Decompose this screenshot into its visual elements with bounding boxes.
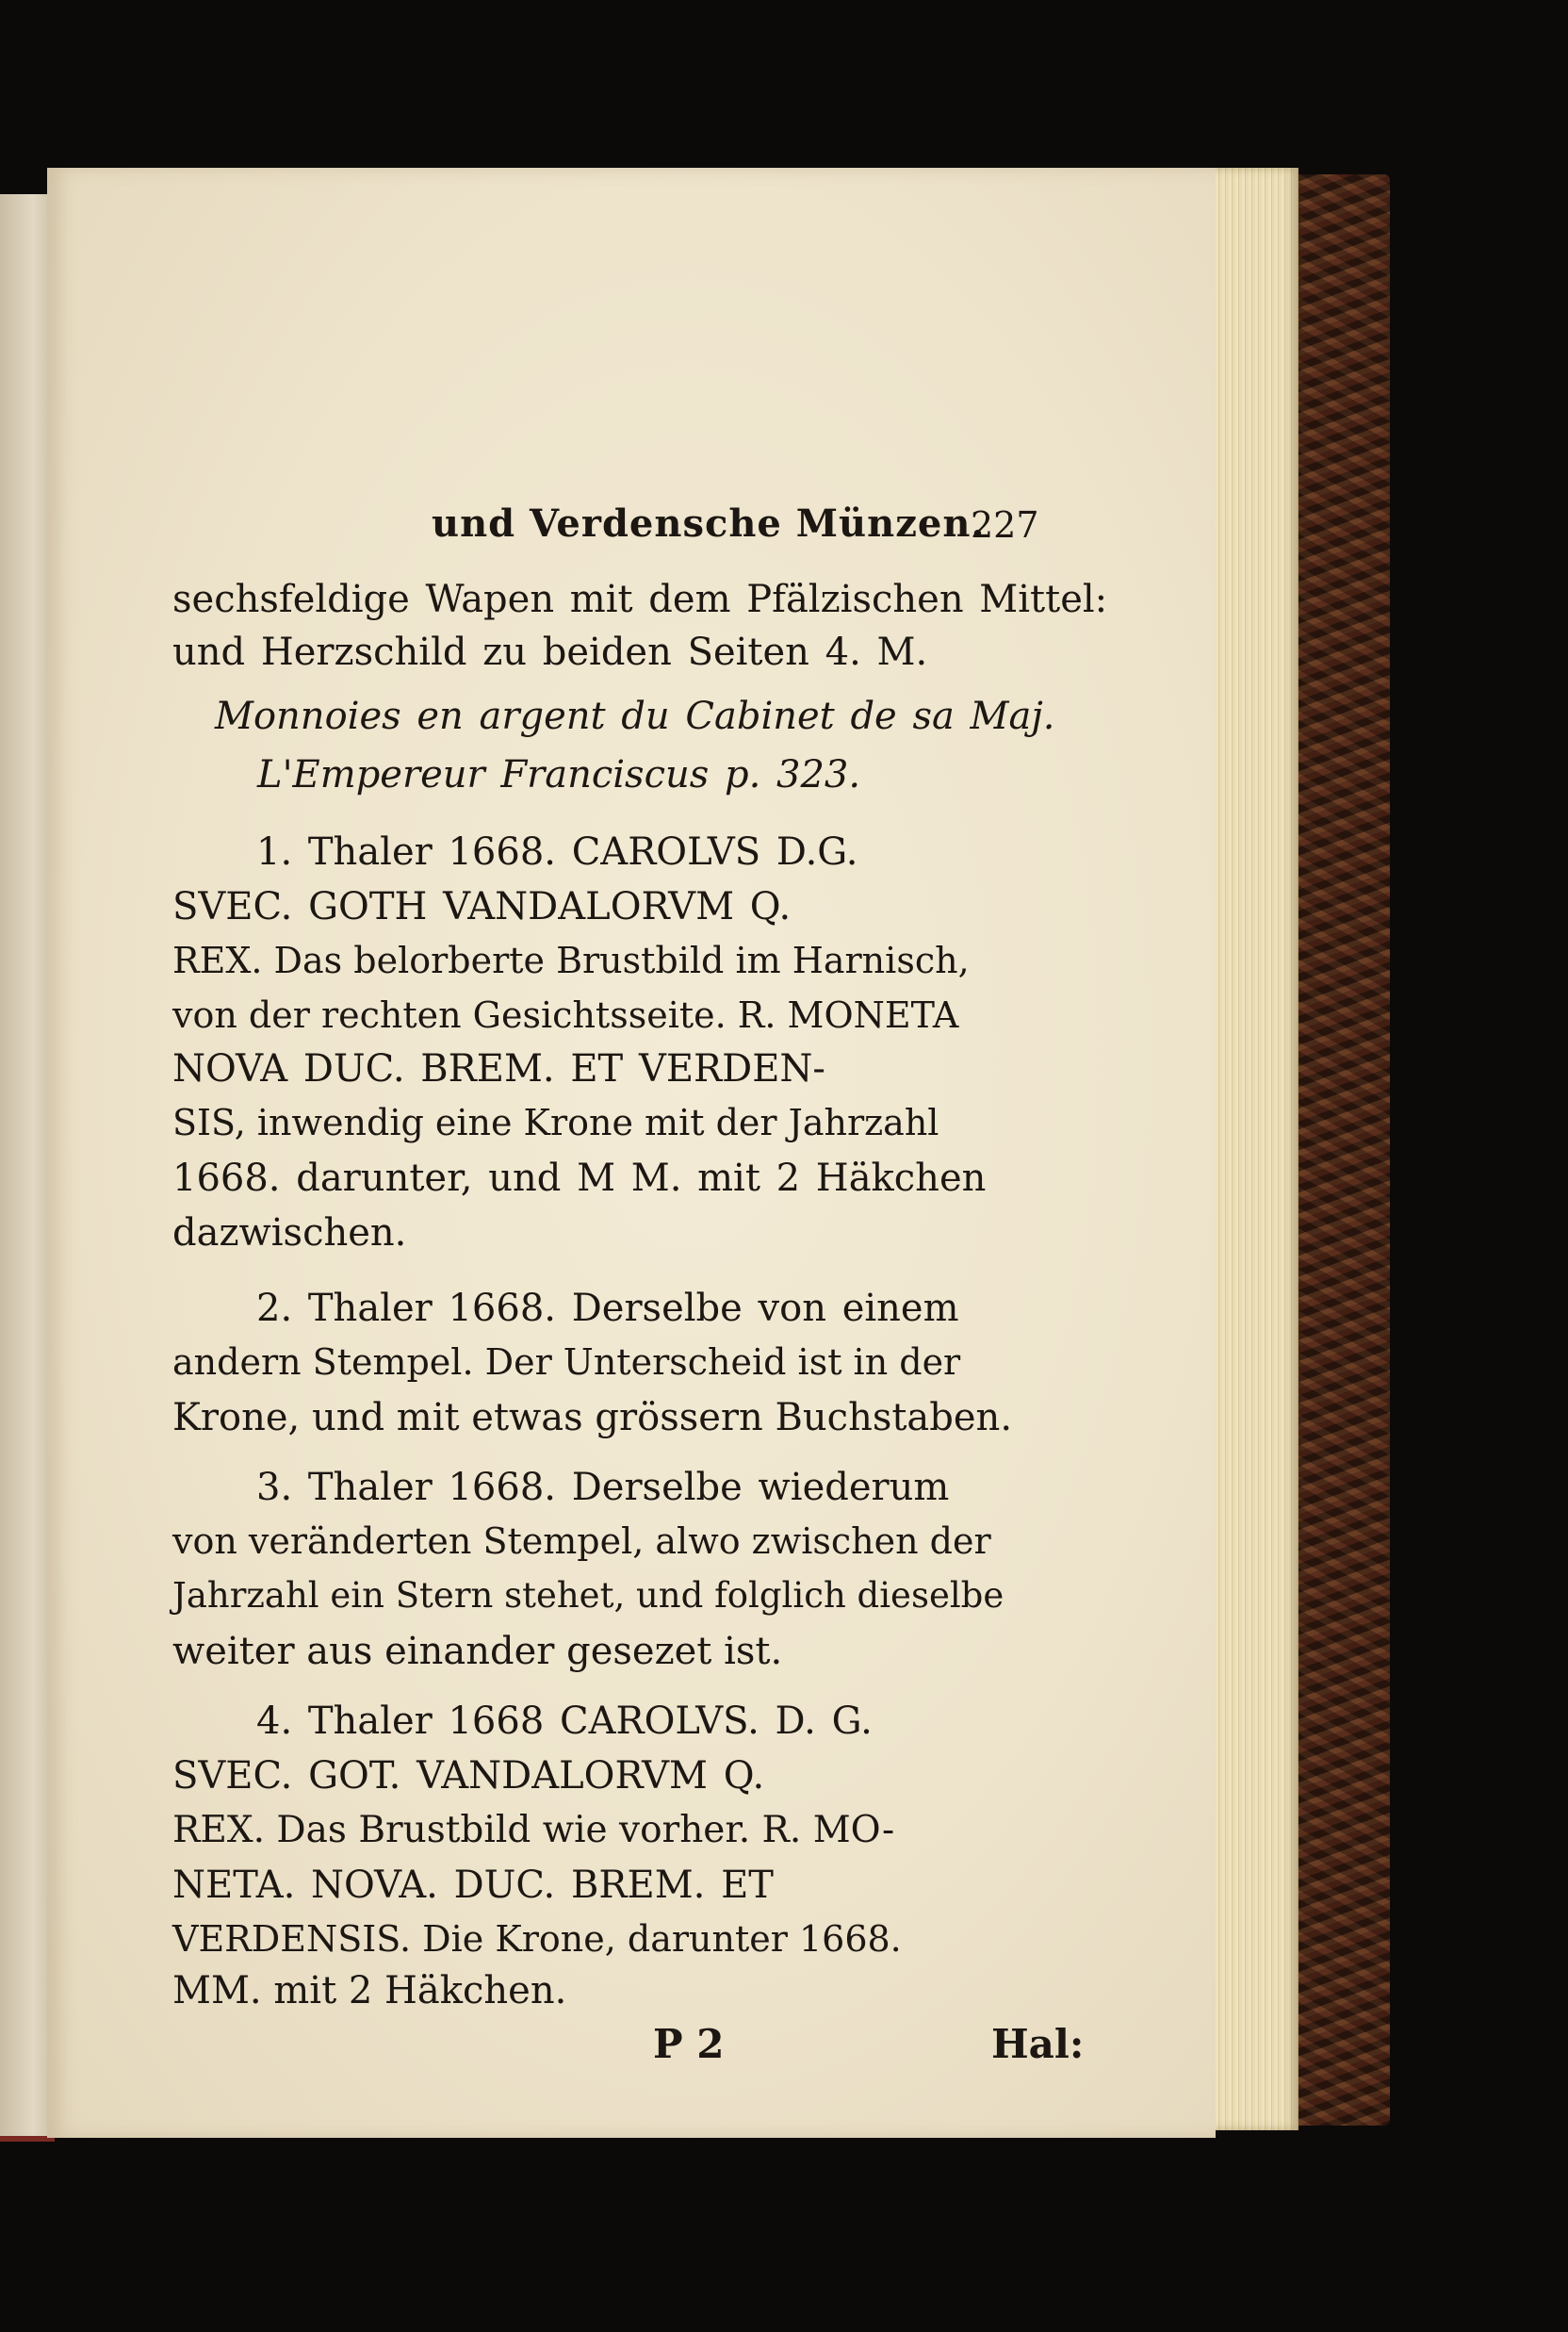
text-line: SIS, inwendig eine Krone mit der Jahrzahl xyxy=(172,1102,939,1143)
catchword: Hal: xyxy=(991,2021,1085,2067)
text-line: VERDENSIS. Die Krone, darunter 1668. xyxy=(172,1918,902,1960)
text-line: sechsfeldige Wapen mit dem Pfälzischen Mittel: xyxy=(172,578,1108,621)
text-line: SVEC. GOTH VANDALORVM Q. xyxy=(172,885,792,928)
text-line: 4. Thaler 1668 CAROLVS. D. G. xyxy=(256,1700,873,1743)
text-line: L'Empereur Franciscus p. 323. xyxy=(257,753,861,796)
page-edges xyxy=(1209,168,1298,2130)
text-line: weiter aus einander gesezet ist. xyxy=(172,1630,783,1673)
text-line: SVEC. GOT. VANDALORVM Q. xyxy=(172,1754,765,1798)
text-line: NETA. NOVA. DUC. BREM. ET xyxy=(172,1864,774,1907)
page-text xyxy=(47,168,1216,2138)
text-line: Krone, und mit etwas grössern Buchstaben. xyxy=(172,1396,1013,1439)
text-line: REX. Das belorberte Brustbild im Harnisch, xyxy=(172,940,970,981)
text-line: MM. mit 2 Häkchen. xyxy=(172,1969,567,2012)
text-line: dazwischen. xyxy=(172,1211,407,1255)
book-page xyxy=(47,168,1216,2138)
running-head: und Verdensche Münzen. xyxy=(432,501,986,546)
text-line: 2. Thaler 1668. Derselbe von einem xyxy=(256,1287,959,1330)
text-line: 1668. darunter, und M M. mit 2 Häkchen xyxy=(172,1157,987,1200)
text-line: Monnoies en argent du Cabinet de sa Maj. xyxy=(215,695,1055,738)
text-line: 1. Thaler 1668. CAROLVS D.G. xyxy=(256,830,858,874)
signature-mark: P 2 xyxy=(653,2021,725,2067)
text-line: Jahrzahl ein Stern stehet, und folglich dieselbe xyxy=(172,1575,1004,1616)
text-line: und Herzschild zu beiden Seiten 4. M. xyxy=(172,631,928,674)
text-line: von veränderten Stempel, alwo zwischen der xyxy=(172,1520,991,1562)
text-line: NOVA DUC. BREM. ET VERDEN- xyxy=(172,1047,825,1091)
text-line: von der rechten Gesichtsseite. R. MONETA xyxy=(172,994,959,1036)
text-line: REX. Das Brustbild wie vorher. R. MO- xyxy=(172,1809,895,1851)
text-line: andern Stempel. Der Unterscheid ist in der xyxy=(172,1341,961,1383)
page-number: 227 xyxy=(971,504,1039,546)
text-line: 3. Thaler 1668. Derselbe wiederum xyxy=(256,1466,950,1509)
